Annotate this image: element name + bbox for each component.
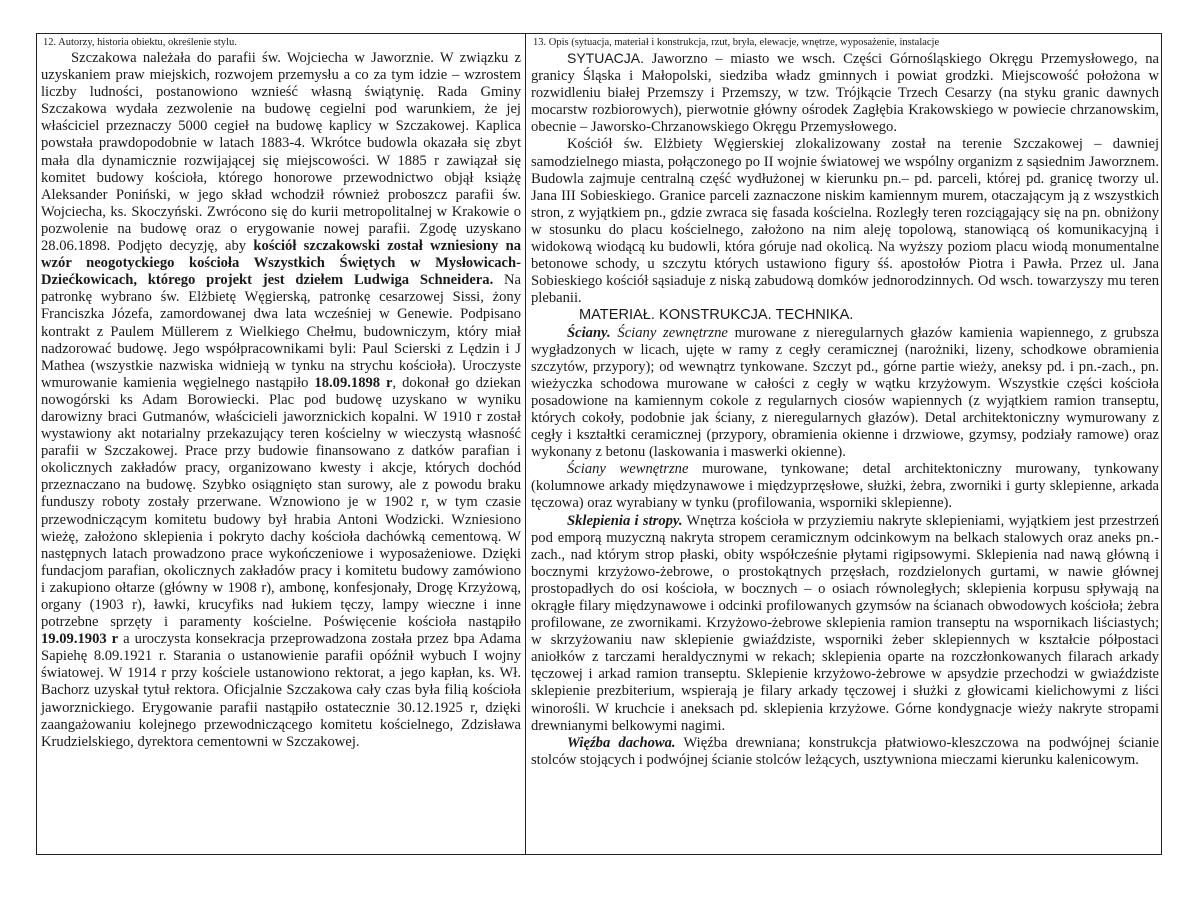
history-text — [41, 50, 521, 751]
column-divider — [525, 34, 526, 854]
location-paragraph: Kościół św. Elżbiety Węgierskiej zlokalizowany został na terenie Szczakowej – dawniej samodzielnego miasta, połączonego po II wojnie światowej we wspólny organizm z sąsiednim Jaworznem. Budowla zajmuje centralną część wydłużonej w kierunku pn.– pd. parceli, której pd. granicę tworzy ul. Jana III Sobieskiego. Granice parceli zaznaczone niskim kamiennym murem, otaczającym ją z wszystkich stron, z wyjątkiem pn., gdzie zwraca się fasada kościelna. Rozległy teren rozciągający się na pn. obniżony w stosunku do placu kościelnego, założono na nim aleję topolową, stanowiącą oś komunikacyjną i widokową wiodącą ku budowli, która góruje nad okolicą. Na wyższy poziom placu wiodą monumentalne betonowe schody, u szczytu których ustawiono figury śś. apostołów Piotra i Pawła. Przez ul. Jana Sobieskiego kościół sąsiaduje z niską zabudową domków jednorodzinnych. Od wsch. towarzyszy mu teren plebanii. — [531, 136, 1159, 307]
history-text-part-1: Szczakowa należała do parafii św. Wojciecha w Jaworznie. W związku z uzyskaniem praw miejskich, rozwojem przemysłu a co za tym idzie – wzrostem liczby ludności, postanowiono wznieść własną świątynię. Rada Gminy Szczakowa wydała zezwolenie na budowę cegielni pod warunkiem, że jej właściciel przeznaczy 5000 cegieł na budowę kaplicy w Szczakowej. Kaplica powstała prawdopodobnie w latach 1883-4. Wkrótce budowla okazała się zbyt mała dla dynamicznie rozwijającej się miejscowości. W 1885 r zawiązał się komitet budowy kościoła, którego honorowe przewodnictwo objął książę Aleksander Poniński, w jego skład wchodził również proboszcz parafii św. Wojciecha, ks. Skoczyński. Zwrócono się do kurii metropolitalnej w Krakowie o pozwolenie na budowę oraz o erygowanie nowej parafii. Zgodę uzyskano 28.06.1898. Podjęto decyzję, aby — [41, 50, 521, 255]
description-column — [531, 36, 1159, 769]
roof-truss-label: Więźba dachowa. — [567, 734, 676, 751]
walls-label: Ściany. — [567, 324, 611, 341]
vaults-paragraph — [531, 513, 1159, 735]
history-bold-cornerstone-date: 18.09.1898 r — [314, 374, 393, 391]
vaults-label: Sklepienia i stropy. — [567, 512, 683, 529]
interior-walls-paragraph — [531, 461, 1159, 512]
material-section-title: MATERIAŁ. KONSTRUKCJA. TECHNIKA. — [579, 307, 854, 324]
interior-walls-label: Ściany wewnętrzne — [567, 461, 689, 478]
roof-truss-text: Więźba drewniana; konstrukcja płatwiowo-kleszczowa na podwójnej ścianie stolców stojących i podwójnej ścianie stolców leżących, usztywniona mieczami kierunku kalenicowym. — [531, 734, 1159, 768]
history-text-part-2: Na patronkę wybrano św. Elżbietę Węgierską, patronkę cesarzowej Sissi, żony Franciszka Józefa, zamordowanej dwa lata wcześniej w Genewie. Podpisano kontrakt z Paulem Müllerem z Wielkiego Chełmu, budowniczym, który miał nadzorować budowę. Jego współpracownikami byli: Paul Scierski z Lędzin i J Mathea (wszystkie nazwiska widnieją w tynku na strychu kościoła). Uroczyste wmurowanie kamienia węgielnego nastąpiło — [41, 272, 521, 391]
history-text-part-3: , dokonał go dziekan nowogórski ks Adam Borowiecki. Plac pod budowę uzyskano w wyniku darowizny braci Gutmanów, właścicieli jaworznickich kopalni. W 1910 r został wystawiony akt notarialny przekazujący teren kościelny w wieczystą własność parafii w Szczakowej. Prace przy budowie finansowano z datków parafian i okolicznych zakładów pracy, organizowano kwesty i akcje, których dochód przeznaczano na budowę. Szybko osiągnięto stan surowy, ale z powodu braku funduszy roboty zostały przerwane. Wznowiono je w 1902 r, w tym czasie przewodniczącym komitetu budowy był hrabia Antoni Wodzicki. Wzniesiono wieżę, założono sklepienia i pokryto dachy kościoła dachówką cementową. W następnych latach prowadzono prace wykończeniowe i wyposażeniowe. Dzięki fundacjom parafian, okolicznych zakładów pracy i komitetu budowy zamówiono i zakupiono ołtarze (główny w 1908 r), ambonę, konfesjonały, Drogę Krzyżową, organy (1903 r), ławki, krucyfiks nad łukiem tęczy, lampy wieczne i inne potrzebne sprzęty i paramenty kościelne. Poświęcenie kościoła nastąpiło — [41, 374, 521, 631]
history-column — [41, 36, 521, 751]
sytuacja-text: Jaworzno – miasto we wsch. Części Górnośląskiego Okręgu Przemysłowego, na granicy Śląska i Małopolski, siedziba władz gminnych i powiat grodzki. Miejscowość położona w rozwidleniu białej Przemszy i Przemszy, w tzw. Trójkącie Trzech Cesarzy (na styku granic dawnych mocarstw rozbiorowych), pierwotnie główny ośrodek Zagłębia Krakowskiego w powiecie chrzanowskim, obecnie – Jaworsko-Chrzanowskiego Okręgu Przemysłowego. — [531, 51, 1159, 136]
history-bold-model-church: kościół szczakowski został wzniesiony na wzór neogotyckiego kościoła Wszystkich Świętych w Mysłowicach-Dziećkowicach, którego projekt jest dziełem Ludwiga Schneidera. — [41, 238, 521, 289]
vaults-text: Wnętrza kościoła w przyziemiu nakryte sklepieniami, wyjątkiem jest przestrzeń pod emporą muzyczną nakryta stropem ceramicznym odcinkowym na belkach stalowych oraz aneks pn.-zach., nad którym strop płaski, obity współcześnie płytami rigipsowymi. Sklepienia nad nawą główną i bocznymi krzyżowo-żebrowe, o prostokątnych przęsłach, rozdzielonych gurtami, w nawie głównej prostopadłych do osi kościoła, w bocznych – o osiach równoległych; sklepienia korpusu spływają na okrągłe filary międzynawowe i odcinki profilowanych gzymsów na ścianach obwodowych kościoła; żebra profilowane, ze zwornikami. Krzyżowo-żebrowe sklepienia ramion transeptu na wspornikach liściastych; w skrzyżowaniu naw sklepienie gwiaździste, wsporniki żeber sklepiennych w kształcie półpostaci aniołków z tarczami heraldycznymi w rekach; sklepienia oparte na rozczłonkowanych filarach arkady tęczowej i arkad ramion transeptu. Sklepienie krzyżowo-żebrowe w apsydzie przechodzi w gwiaździste sklepienie prezbiterium, wspierają je filary arkady tęczowej i służki z głowicami kielichowymi z liści winorośli. W kruchcie i aneksach pd. sklepienia krzyżowe. Górne kondygnacje wieży nakryte stropami drewnianymi belkowymi nagimi. — [531, 512, 1159, 734]
roof-truss-paragraph — [531, 735, 1159, 769]
section-12-heading: 12. Autorzy, historia obiektu, określenie stylu. — [43, 37, 237, 48]
sytuacja-label: SYTUACJA. — [567, 50, 645, 66]
interior-walls-text: murowane, tynkowane; detal architektoniczny murowany, tynkowany (kolumnowe arkady międzynawowe i międzyprzęsłowe, służki, żebra, zworniki i gurty sklepienne, arkada tęczowa) oraz wyrabiany w tynku (profilowania, wsporniki sklepienne). — [531, 461, 1159, 512]
exterior-walls-label: Ściany zewnętrzne — [617, 324, 728, 341]
history-bold-consecration-date: 19.09.1903 r — [41, 631, 119, 648]
exterior-walls-paragraph — [531, 325, 1159, 462]
history-text-part-4: a uroczysta konsekracja przeprowadzona została przez bpa Adama Sapiehę 8.09.1921 r. Starania o ustanowienie parafii opóźnił wybuch I wojny światowej. W 1914 r przy kościele ustanowiono rektorat, a jego kapłan, ks. Wł. Bachorz uzyskał tytuł rektora. Oficjalnie Szczakowa cały czas była filią kościoła jaworznickiego. Erygowanie parafii nastąpiło ostatecznie 30.12.1925 r, dzięki zaangażowaniu kolejnego przewodniczącego komitetu kościelnego, Zdzisława Krudzielskiego, dyrektora cementowni w Szczakowej. — [41, 631, 521, 750]
section-13-heading: 13. Opis (sytuacja, materiał i konstrukcja, rzut, bryła, elewacje, wnętrze, wyposażenie, instalacje — [533, 37, 940, 48]
document-form — [36, 33, 1162, 855]
exterior-walls-text: murowane z nieregularnych głazów kamienia wapiennego, z grubsza wygładzonych w licach, ujęte w ramy z cegły ceramicznej (narożniki, lizeny, schodkowe obramienia szczytów, przypory); od wewnątrz tynkowane. Szczyt pd., górne partie wieży, aneksy pd. i pn.-zach., pn. wieżyczka schodowa murowane w całości z cegły w wątku krzyżowym. Wszystkie części kościoła posadowione na kamiennym cokole z regularnych ciosów wapiennych (z wyjątkiem ramion transeptu, których cokoły, podobnie jak ściany, z nieregularnych głazów). Detal architektoniczny wymurowany z cegły i kształtki ceramicznej (przypory, obramienia okienne i drzwiowe, gzymsy, podziały ramowe) oraz wykonany z betonu (laskowania i maswerki okienne). — [531, 324, 1159, 461]
sytuacja-paragraph — [531, 50, 1159, 136]
